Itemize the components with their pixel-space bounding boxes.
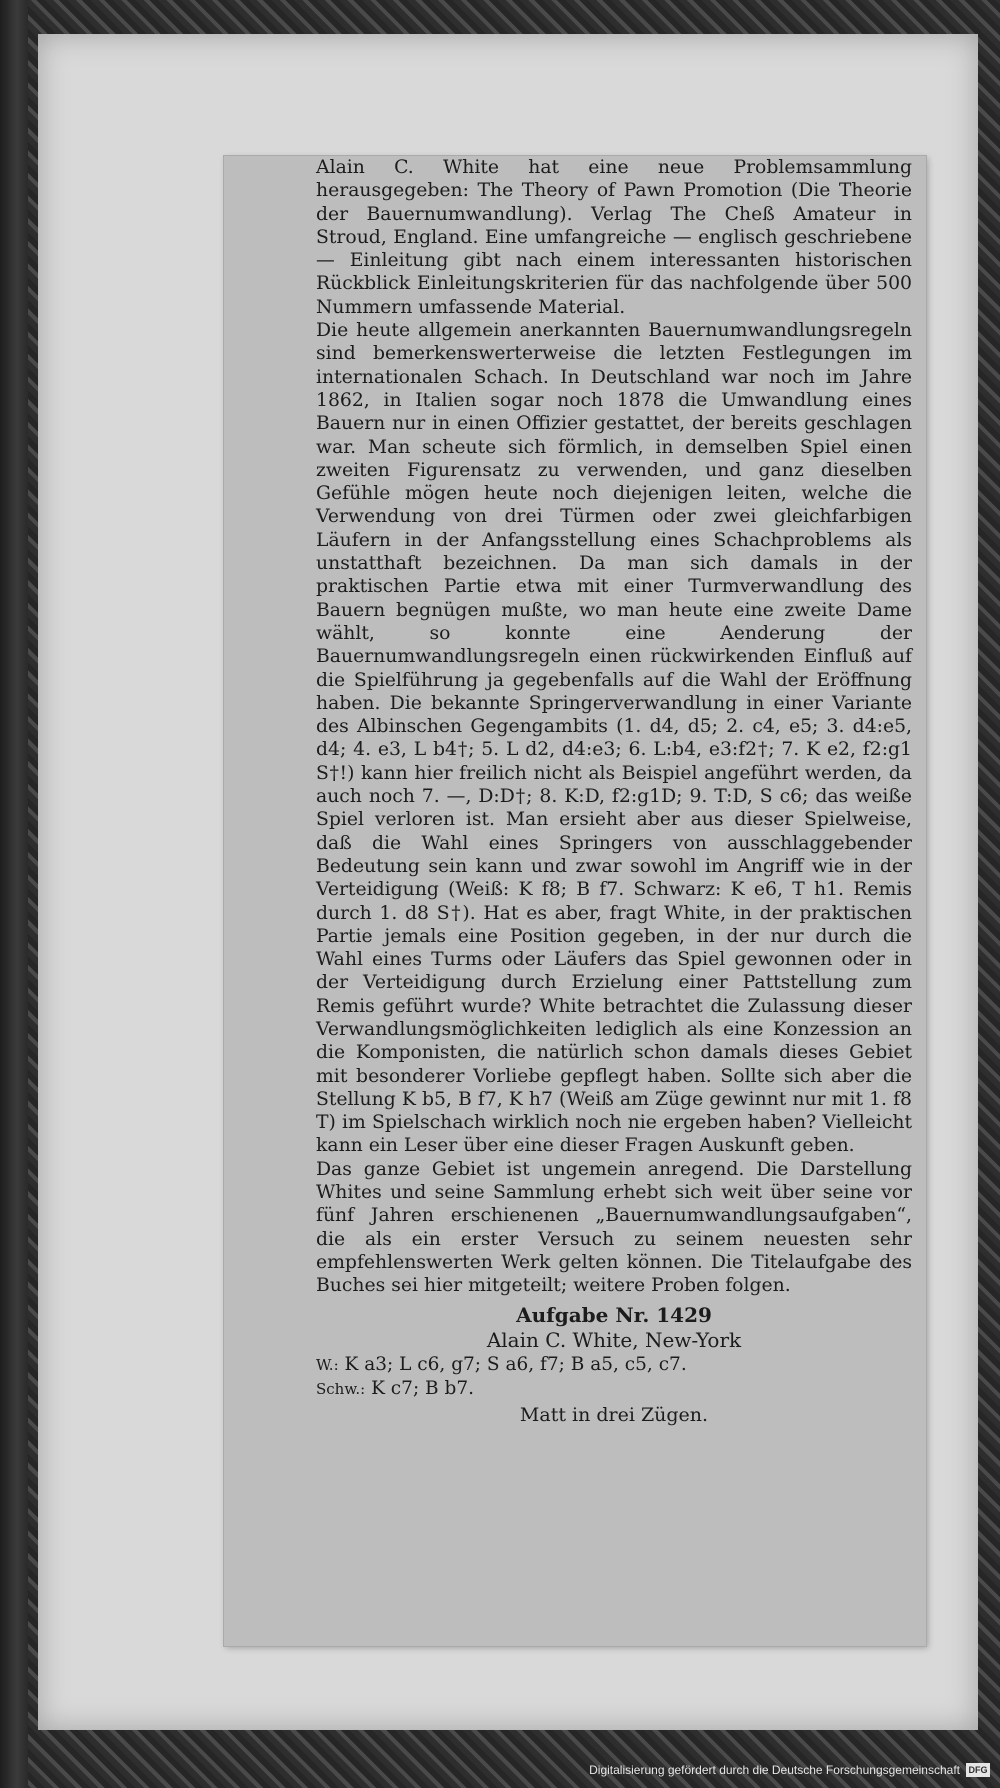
article-paragraph: Die heute allgemein anerkannten Bauernumwandlungsregeln sind bemerkenswerterweise die letzten Festlegungen im internationalen Schach. In Deutschland war noch im Jahre 1862, in Italien sogar noch 1878 die Umwandlung eines Bauern nur in einen Offizier gestattet, der bereits geschlagen war. Man scheute sich förmlich, in demselben Spiel einen zweiten Figurensatz zu verwenden, und ganz dieselben Gefühle mögen heute noch diejenigen leiten, welche die Verwendung von drei Türmen oder zwei gleichfarbigen Läufern in der Anfangsstellung eines Schachproblems als unstatthaft bezeichnen. Da man sich damals in der praktischen Partie etwa mit einer Turmverwandlung des Bauern begnügen mußte, wo man heute eine zweite Dame wählt, so konnte eine Aenderung der Bauernumwandlungsregeln einen rückwirkenden Einfluß auf die Spielführung ja gegebenfalls auf die Wahl der Eröffnung haben. Die bekannte Springerverwandlung in einer Variante des Albinschen Gegengambits (1. d4, d5; 2. c4, e5; 3. d4:e5, d4; 4. e3, L b4†; 5. L d2, d4:e3; 6. L:b4, e3:f2†; 7. K e2, f2:g1 S†!) kann hier freilich nicht als Beispiel angeführt werden, da auch noch 7. —, D:D†; 8. K:D, f2:g1D; 9. T:D, S c6; das weiße Spiel verloren ist. Man ersieht aber aus dieser Spielweise, daß die Wahl eines Springers von ausschlaggebender Bedeutung sein kann und zwar sowohl im Angriff wie in der Verteidigung (Weiß: K f8; B f7. Schwarz: K e6, T h1. Remis durch 1. d8 S†). Hat es aber, fragt White, in der praktischen Partie jemals eine Position gegeben, in der nur durch die Wahl eines Turms oder Läufers das Spiel gewonnen oder in der Verteidigung durch Erzielung einer Pattstellung zum Remis geführt wurde? White betrachtet die Zulassung dieser Verwandlungsmöglichkeiten lediglich als eine Konzession an die Komponisten, die natürlich schon damals dieses Gebiet mit besonderer Vorliebe gepflegt haben. Sollte sich aber die Stellung K b5, B f7, K h7 (Weiß am Züge gewinnt nur mit 1. f8 T) im Spielschach wirklich noch nie ergeben haben? Vielleicht kann ein Leser über eine dieser Fragen Auskunft geben. — [316, 320, 912, 1157]
book-page — [38, 34, 978, 1730]
problem-title: Aufgabe Nr. 1429 — [516, 1302, 712, 1327]
black-pieces: K c7; B b7. — [371, 1377, 475, 1399]
article-paragraph: Das ganze Gebiet ist ungemein anregend. Die Darstellung Whites und seine Sammlung erhebt sich weit über seine vor fünf Jahren erschienenen „Bauernumwandlungsaufgaben“, die als ein erster Versuch zu seinem neuesten sehr empfehlenswerten Werk gelten können. Die Titelaufgabe des Buches sei hier mitgeteilt; weitere Proben folgen. — [316, 1158, 912, 1297]
newspaper-clipping — [224, 156, 926, 1646]
white-label: W.: — [316, 1355, 339, 1374]
article-text — [316, 156, 912, 1298]
digitization-footer — [589, 1758, 990, 1782]
problem-author: Alain C. White, New-York — [486, 1327, 742, 1352]
white-position — [316, 1353, 912, 1377]
book-spine — [0, 0, 28, 1788]
footer-credit: Digitalisierung gefördert durch die Deutsche Forschungsgemeinschaft — [589, 1763, 960, 1777]
problem-goal: Matt in drei Zügen. — [519, 1403, 709, 1426]
black-label: Schw.: — [316, 1379, 366, 1398]
dfg-logo-icon: DFG — [966, 1763, 990, 1777]
white-pieces: K a3; L c6, g7; S a6, f7; B a5, c5, c7. — [344, 1353, 687, 1375]
chess-problem — [316, 1302, 912, 1427]
article-paragraph: Alain C. White hat eine neue Problemsammlung herausgegeben: The Theory of Pawn Promotion (Die Theorie der Bauernumwandlung). Verlag The Cheß Amateur in Stroud, England. Eine umfangreiche — englisch geschriebene — Einleitung gibt nach einem interessanten historischen Rückblick Einleitungskriterien für das nachfolgende über 500 Nummern umfassende Material. — [316, 157, 912, 318]
black-position — [316, 1377, 912, 1401]
